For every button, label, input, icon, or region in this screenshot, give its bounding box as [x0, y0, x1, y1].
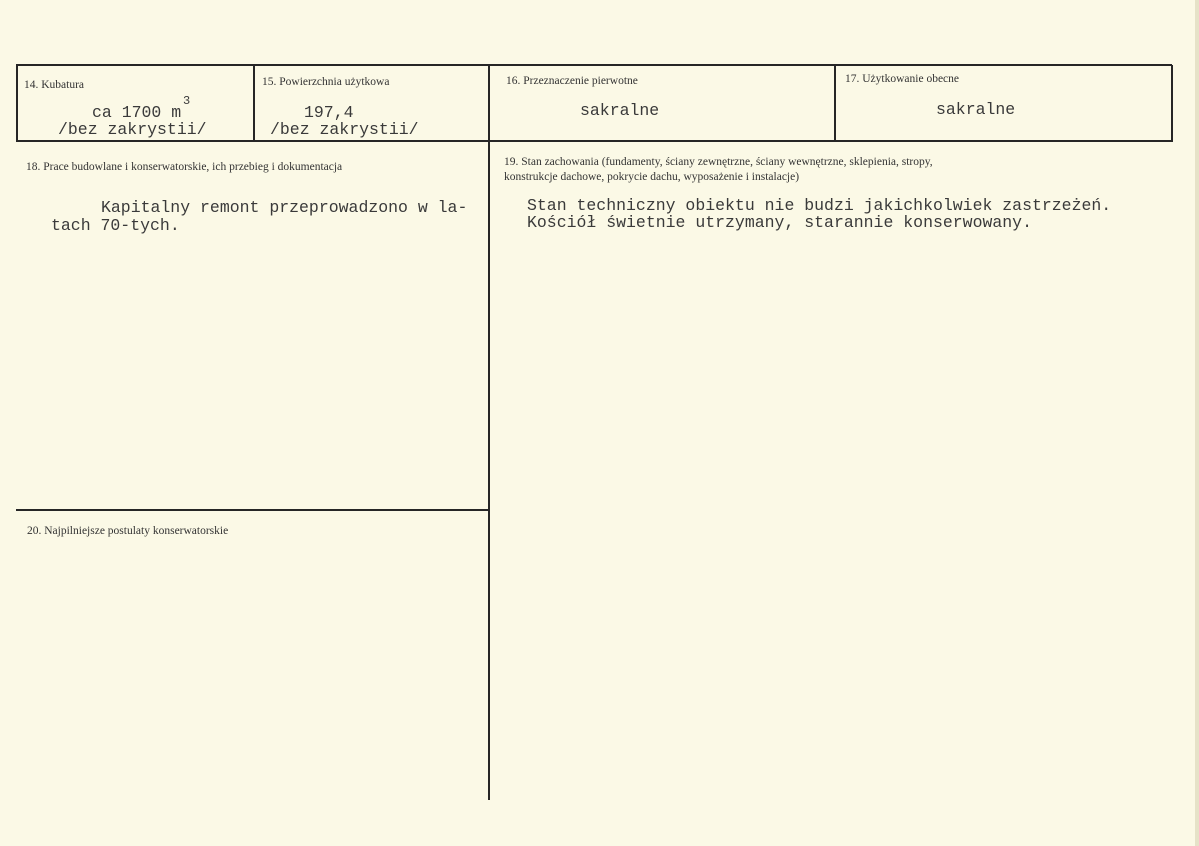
divider-main [488, 65, 490, 800]
field-20-label: 20. Najpilniejsze postulaty konserwatorskie [27, 525, 229, 537]
field-19-label-line1: 19. Stan zachowania (fundamenty, ściany zewnętrzne, ściany wewnętrzne, sklepienia, stropy, [504, 156, 933, 168]
field-18-text-line2: tach 70-tych. [51, 216, 180, 235]
divider-16-17 [834, 65, 836, 142]
field-14-label: 14. Kubatura [24, 79, 85, 91]
field-19-text-line1: Stan techniczny obiektu nie budzi jakichkolwiek zastrzeżeń. [527, 196, 1112, 215]
paper-edge [1195, 0, 1199, 846]
row-rule-1 [16, 140, 1172, 142]
right-border [1171, 65, 1173, 142]
field-16-label: 16. Przeznaczenie pierwotne [506, 75, 638, 87]
field-18-text-line1: Kapitalny remont przeprowadzono w la- [101, 198, 468, 217]
field-14-value-line2: /bez zakrystii/ [58, 120, 207, 139]
field-15-value-line2: /bez zakrystii/ [270, 120, 419, 139]
field-14-superscript: 3 [183, 94, 191, 108]
field-17-value: sakralne [936, 100, 1016, 119]
field-16-value: sakralne [580, 101, 660, 120]
field-19-text-line2: Kościół świetnie utrzymany, starannie konserwowany. [527, 213, 1032, 232]
field-14-value-line1: ca 1700 m [92, 103, 182, 122]
left-border [16, 65, 18, 142]
field-19-label-line2: konstrukcje dachowe, pokrycie dachu, wyposażenie i instalacje) [504, 171, 800, 183]
divider-14-15 [253, 65, 255, 142]
field-17-label: 17. Użytkowanie obecne [845, 73, 960, 85]
field-15-value-line1: 197,4 [304, 103, 354, 122]
top-rule [16, 64, 1172, 66]
field-15-label: 15. Powierzchnia użytkowa [262, 76, 390, 88]
field-18-label: 18. Prace budowlane i konserwatorskie, ich przebieg i dokumentacja [26, 161, 343, 173]
row-rule-2 [16, 509, 489, 511]
